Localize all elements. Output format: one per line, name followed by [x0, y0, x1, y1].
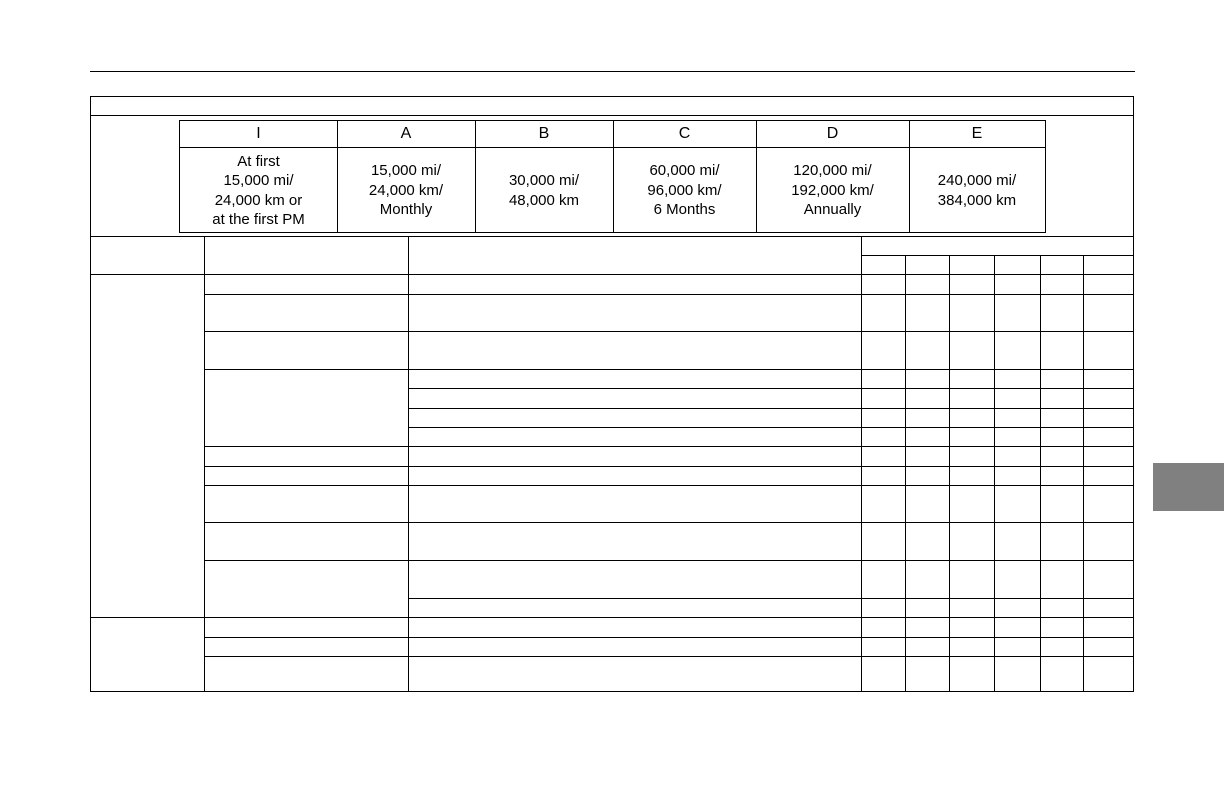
legend-code-c: C — [613, 121, 756, 148]
grid-row-border — [408, 408, 1134, 409]
grid-column-border — [949, 255, 950, 692]
grid-column-border — [204, 236, 205, 692]
interval-legend — [179, 120, 1046, 233]
grid-column-border — [861, 236, 862, 692]
page-top-rule — [90, 71, 1135, 72]
interval-subheader-border — [861, 255, 1134, 256]
legend-desc-i: At first 15,000 mi/ 24,000 km or at the first PM — [212, 152, 305, 228]
legend-divider — [756, 121, 757, 233]
legend-code-d: D — [756, 121, 909, 148]
grid-column-border — [1083, 255, 1084, 692]
grid-column-border — [1040, 255, 1041, 692]
legend-desc-d: 120,000 mi/ 192,000 km/ Annually — [791, 162, 874, 219]
table-title-row-border — [90, 115, 1134, 116]
legend-desc-a: 15,000 mi/ 24,000 km/ Monthly — [368, 162, 444, 219]
grid-column-border — [994, 255, 995, 692]
grid-column-border — [905, 255, 906, 692]
grid-row-border — [408, 388, 1134, 389]
legend-divider — [337, 121, 338, 233]
grid-row-border — [90, 274, 1134, 275]
legend-code-i: I — [180, 121, 337, 148]
legend-divider — [475, 121, 476, 233]
grid-row-border — [408, 427, 1134, 428]
legend-divider — [613, 121, 614, 233]
legend-code-a: A — [337, 121, 475, 148]
grid-row-border — [408, 598, 1134, 599]
grid-header-top-border — [90, 236, 1134, 237]
legend-desc-e: 240,000 mi/ 384,000 km — [937, 172, 1017, 209]
grid-row-border — [90, 617, 1134, 618]
legend-divider — [909, 121, 910, 233]
legend-code-e: E — [909, 121, 1045, 148]
legend-desc-b: 30,000 mi/ 48,000 km — [508, 172, 580, 209]
legend-desc-c: 60,000 mi/ 96,000 km/ 6 Months — [647, 162, 722, 219]
legend-code-b: B — [475, 121, 613, 148]
section-tab — [1153, 463, 1224, 511]
grid-column-border — [408, 236, 409, 692]
